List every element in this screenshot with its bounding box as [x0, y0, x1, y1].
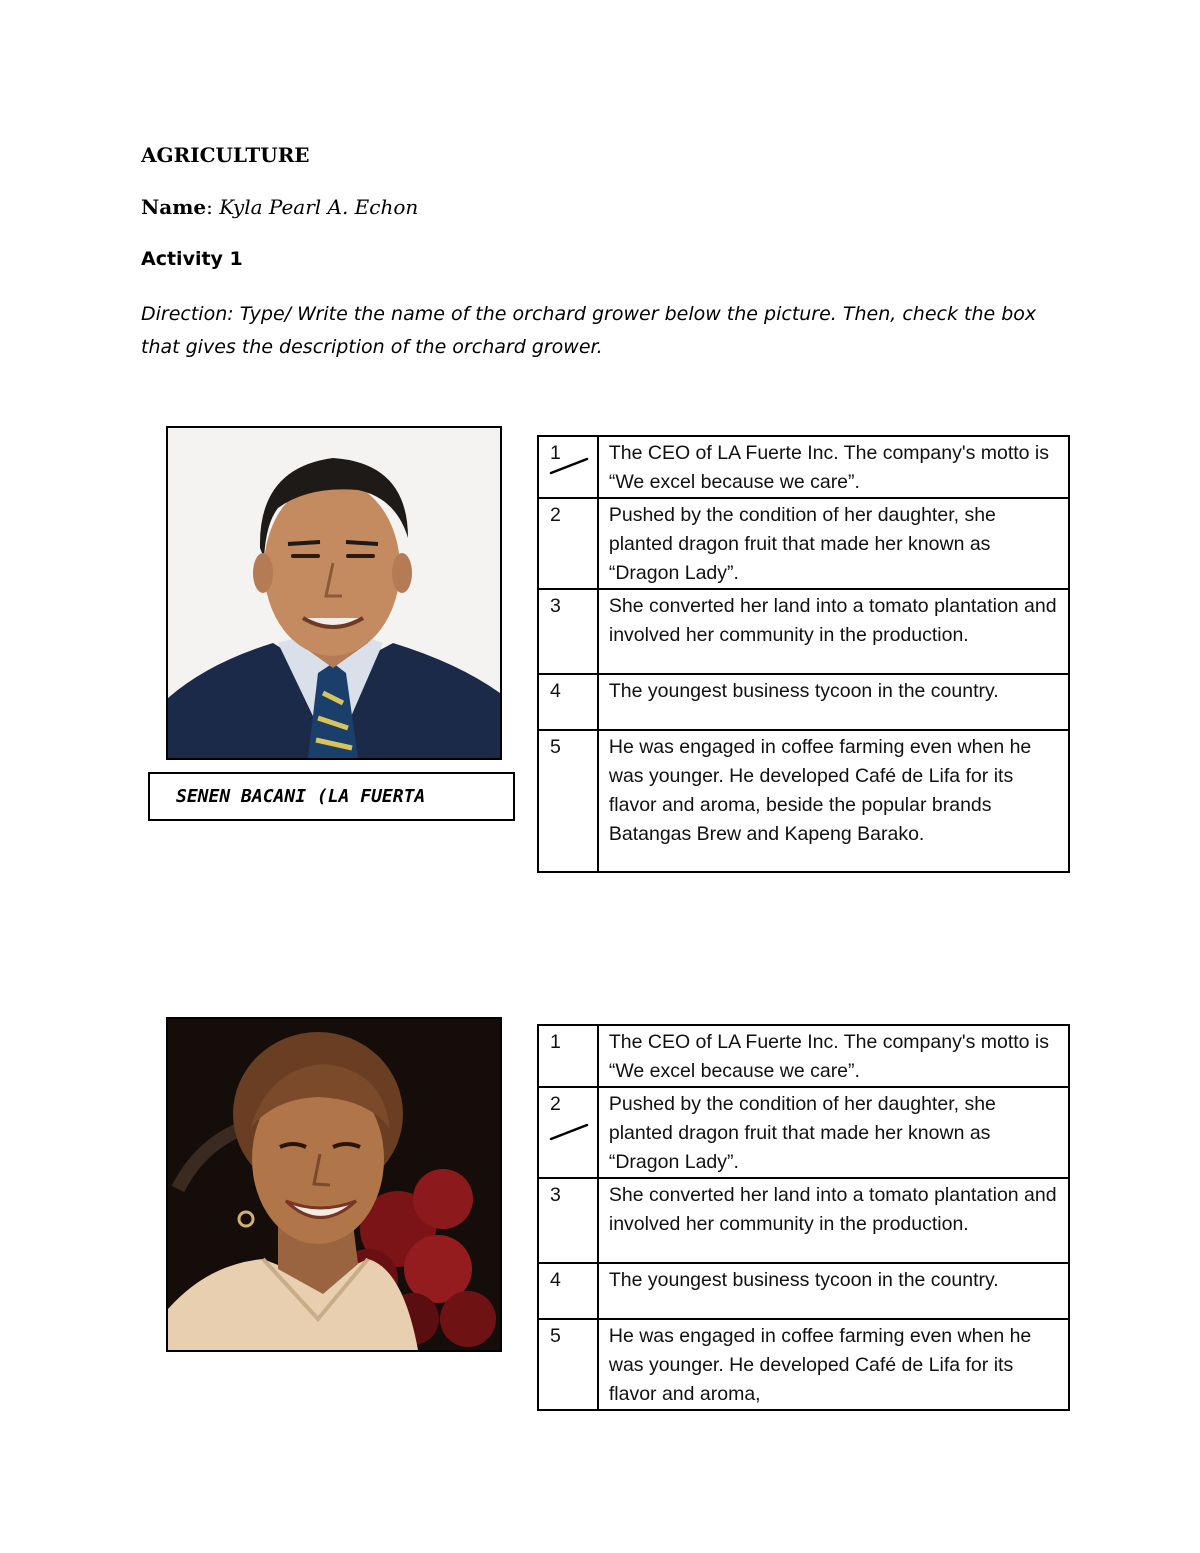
row-number-cell[interactable] — [538, 674, 598, 730]
table-row — [538, 1025, 1069, 1087]
description-text: The youngest business tycoon in the country. — [598, 1263, 1069, 1319]
row-number: 2 — [550, 1093, 561, 1115]
name-label: Name — [141, 195, 207, 219]
direction-text: Direction: Type/ Write the name of the orchard grower below the picture. Then, check the box that gives the description of the orchard grower. — [141, 303, 1037, 358]
row-number: 5 — [550, 1325, 561, 1347]
check-mark-icon — [549, 455, 589, 475]
table-row — [538, 589, 1069, 674]
row-number: 3 — [550, 595, 561, 617]
row-number: 4 — [550, 680, 561, 702]
row-number-cell[interactable] — [538, 1178, 598, 1263]
description-text: The CEO of LA Fuerte Inc. The company's motto is “We excel because we care”. — [598, 1025, 1069, 1087]
row-number: 3 — [550, 1184, 561, 1206]
page-title: AGRICULTURE — [141, 143, 310, 167]
name-colon: : — [206, 195, 220, 219]
row-number-cell[interactable] — [538, 1087, 598, 1178]
grower-photo-1 — [166, 426, 502, 760]
row-number-cell[interactable] — [538, 1263, 598, 1319]
description-text: He was engaged in coffee farming even when he was younger. He developed Café de Lifa for its flavor and aroma, — [598, 1319, 1069, 1410]
description-table-1 — [537, 435, 1070, 873]
description-text: Pushed by the condition of her daughter, she planted dragon fruit that made her known as “Dragon Lady”. — [598, 1087, 1069, 1178]
description-table-2 — [537, 1024, 1070, 1411]
row-number-cell[interactable] — [538, 589, 598, 674]
row-number: 1 — [550, 1031, 561, 1053]
row-number-cell[interactable] — [538, 498, 598, 589]
row-number: 1 — [550, 442, 561, 464]
row-number-cell[interactable] — [538, 730, 598, 872]
grower-photo-2 — [166, 1017, 502, 1352]
description-text: He was engaged in coffee farming even when he was younger. He developed Café de Lifa for its flavor and aroma, beside the popular brands Batangas Brew and Kapeng Barako. — [598, 730, 1069, 872]
table-row — [538, 436, 1069, 498]
table-row — [538, 1178, 1069, 1263]
description-text: The CEO of LA Fuerte Inc. The company's motto is “We excel because we care”. — [598, 436, 1069, 498]
row-number-cell[interactable] — [538, 436, 598, 498]
description-text: She converted her land into a tomato plantation and involved her community in the production. — [598, 1178, 1069, 1263]
description-text: The youngest business tycoon in the country. — [598, 674, 1069, 730]
table-row — [538, 1087, 1069, 1178]
grower-name-box-1[interactable]: SENEN BACANI (LA FUERTA — [148, 772, 515, 821]
table-row — [538, 498, 1069, 589]
table-row — [538, 674, 1069, 730]
table-row — [538, 1263, 1069, 1319]
check-mark-icon — [549, 1121, 589, 1141]
activity-heading: Activity 1 — [141, 248, 243, 270]
row-number: 5 — [550, 736, 561, 758]
row-number-cell[interactable] — [538, 1025, 598, 1087]
table-row — [538, 1319, 1069, 1410]
student-name-line — [141, 195, 418, 219]
student-name: Kyla Pearl A. Echon — [219, 195, 419, 219]
row-number-cell[interactable] — [538, 1319, 598, 1410]
table-row — [538, 730, 1069, 872]
row-number: 2 — [550, 504, 561, 526]
description-text: Pushed by the condition of her daughter, she planted dragon fruit that made her known as “Dragon Lady”. — [598, 498, 1069, 589]
row-number: 4 — [550, 1269, 561, 1291]
description-text: She converted her land into a tomato plantation and involved her community in the production. — [598, 589, 1069, 674]
